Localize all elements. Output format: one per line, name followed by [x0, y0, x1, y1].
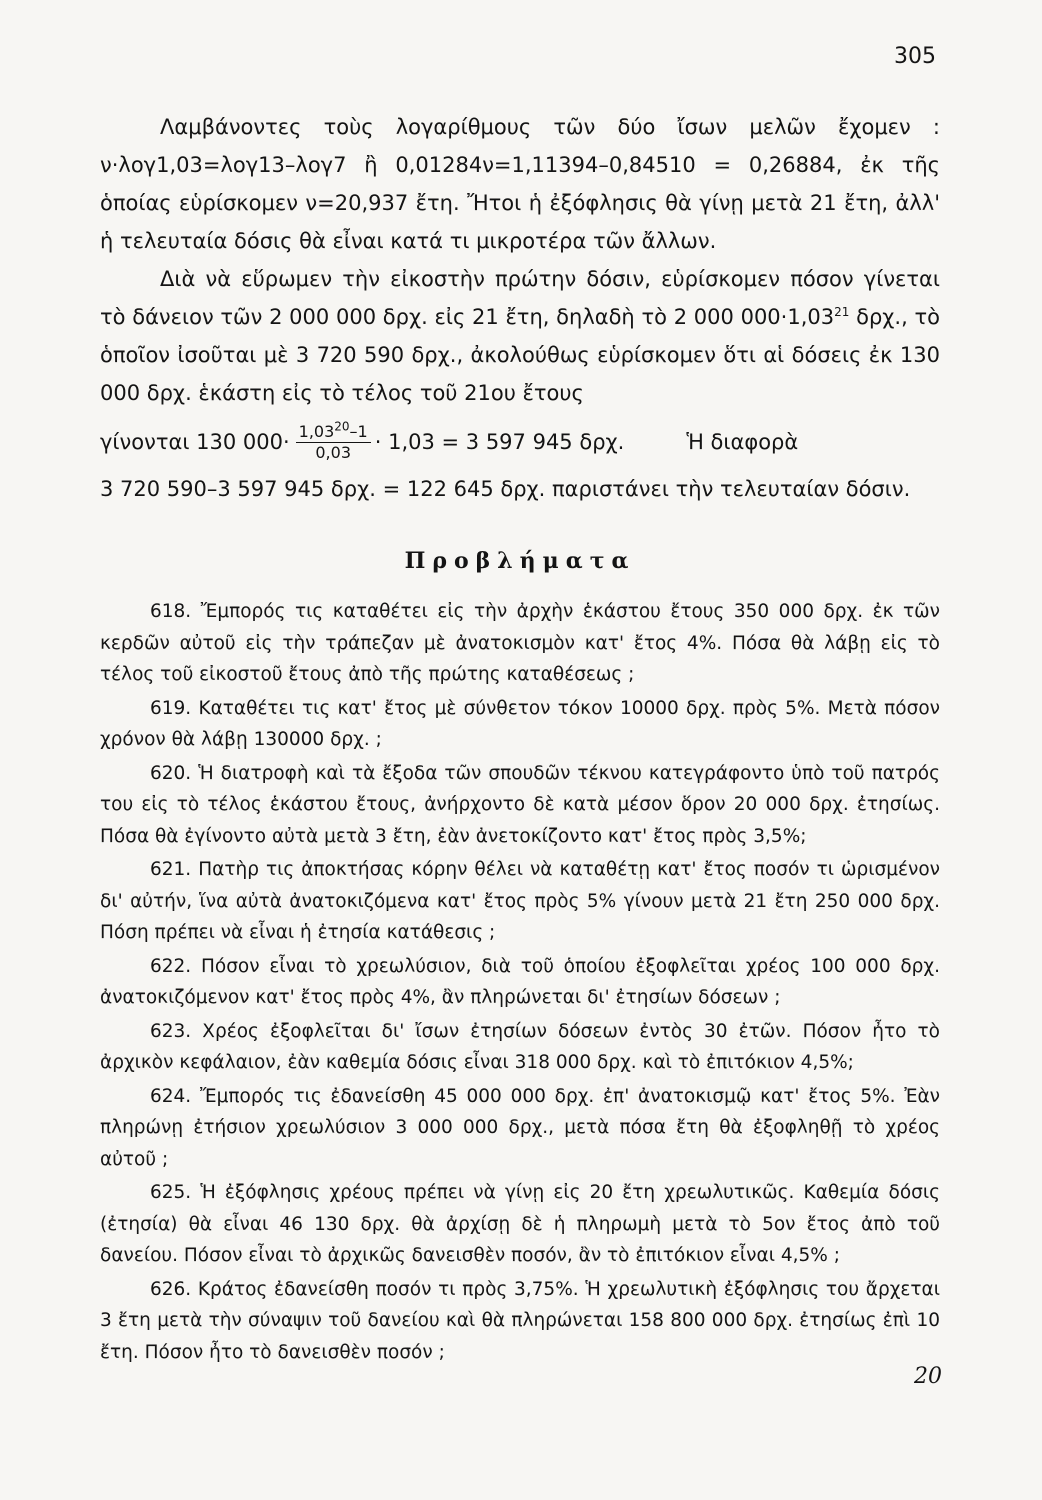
problem-625 — [100, 1177, 940, 1272]
intro-paragraph-1: Λαμβάνοντες τοὺς λογαρίθμους τῶν δύο ἴσων μελῶν ἔχομεν : ν·λογ1,03=λογ13–λογ7 ἢ 0,01284ν=1,11394–0,84510 = 0,26884, ἐκ τῆς ὁποίας εὑρίσκομεν ν=20,937 ἔτη. Ἤτοι ἡ ἐξόφλησις θὰ γίνῃ μετὰ 21 ἔτη, ἀλλ' ἡ τελευταία δόσις θὰ εἶναι κατά τι μικροτέρα τῶν ἄλλων. — [100, 115, 940, 253]
problem-621 — [100, 854, 940, 949]
problem-text: Ἔμπορός τις καταθέτει εἰς τὴν ἀρχὴν ἑκάστου ἔτους 350 000 δρχ. ἐκ τῶν κερδῶν αὐτοῦ εἰς τὴν τράπεζαν μὲ ἀνατοκισμὸν κατ' ἔτος 4%. Πόσα θὰ λάβῃ εἰς τὸ τέλος τοῦ εἰκοστοῦ ἔτους ἀπὸ τῆς πρώτης καταθέσεως ; — [100, 601, 940, 685]
exponent: 21 — [834, 305, 850, 319]
problem-619 — [100, 693, 940, 756]
problem-number: 624. — [150, 1085, 192, 1107]
page-number: 305 — [894, 44, 936, 69]
formula-lead: γίνονται 130 000· — [100, 430, 290, 454]
formula-tail: Ἡ διαφορὰ — [686, 430, 799, 454]
problem-text: Χρέος ἐξοφλεῖται δι' ἴσων ἐτησίων δόσεων ἐντὸς 30 ἐτῶν. Πόσον ἦτο τὸ ἀρχικὸν κεφάλαιον, ἐὰν καθεμία δόσις εἶναι 318 000 δρχ. καὶ τὸ ἐπιτόκιον 4,5%; — [100, 1020, 940, 1073]
intro-paragraph-2-part1: Διὰ νὰ εὕρωμεν τὴν εἰκοστὴν πρώτην δόσιν, εὑρίσκομεν πόσον γίνεται τὸ δάνειον τῶν 2 000 000 δρχ. εἰς 21 ἔτη, δηλαδὴ τὸ 2 000 000·1,03 — [100, 267, 940, 329]
problem-623 — [100, 1016, 940, 1079]
intro-paragraph-2 — [100, 260, 940, 412]
problem-number: 618. — [150, 601, 192, 622]
problem-626 — [100, 1274, 940, 1369]
numerator-base: 1,03 — [298, 421, 335, 441]
fraction — [296, 419, 371, 463]
formula-result: · 1,03 = 3 597 945 δρχ. — [374, 430, 625, 454]
problem-number: 626. — [150, 1278, 192, 1300]
problem-list — [100, 596, 940, 1368]
problem-number: 625. — [150, 1182, 192, 1203]
problem-text: Ἔμπορός τις ἐδανείσθη 45 000 000 δρχ. ἐπ' ἀνατοκισμῷ κατ' ἔτος 5%. Ἐὰν πληρώνῃ ἐτήσιον χρεωλύσιον 3 000 000 δρχ., μετὰ πόσα ἔτη θὰ ἐξοφληθῇ τὸ χρέος αὐτοῦ ; — [100, 1085, 941, 1170]
problem-622 — [100, 951, 940, 1014]
formula-line — [100, 414, 940, 470]
problem-text: Καταθέτει τις κατ' ἔτος μὲ σύνθετον τόκον 10000 δρχ. πρὸς 5%. Μετὰ πόσον χρόνον θὰ λάβῃ 130000 δρχ. ; — [100, 697, 940, 750]
difference-paragraph: 3 720 590–3 597 945 δρχ. = 122 645 δρχ. παριστάνει τὴν τελευταίαν δόσιν. — [100, 477, 911, 501]
problem-number: 623. — [150, 1020, 192, 1042]
problem-618 — [100, 596, 940, 691]
numerator-tail: –1 — [349, 421, 368, 441]
problem-text: Πόσον εἶναι τὸ χρεωλύσιον, διὰ τοῦ ὁποίου ἐξοφλεῖται χρέος 100 000 δρχ. ἀνατοκιζόμενον κατ' ἔτος πρὸς 4%, ἂν πληρώνεται δι' ἐτησίων δόσεων ; — [100, 955, 940, 1008]
problem-text: Ἡ ἐξόφλησις χρέους πρέπει νὰ γίνῃ εἰς 20 ἔτη χρεωλυτικῶς. Καθεμία δόσις (ἐτησία) θὰ εἶναι 46 130 δρχ. θὰ ἀρχίσῃ δὲ ἡ πληρωμὴ μετὰ τὸ 5ον ἔτος ἀπὸ τοῦ δανείου. Πόσον εἶναι τὸ ἀρχικῶς δανεισθὲν ποσόν, ἂν τὸ ἐπιτόκιον εἶναι 4,5% ; — [100, 1182, 940, 1266]
section-title: Προβλήματα — [404, 548, 636, 574]
fraction-denominator: 0,03 — [315, 442, 351, 462]
problem-number: 622. — [150, 955, 192, 977]
problem-number: 620. — [150, 762, 192, 784]
problem-624 — [100, 1081, 940, 1176]
problem-text: Κράτος ἐδανείσθη ποσόν τι πρὸς 3,75%. Ἡ χρεωλυτικὴ ἐξόφλησις του ἄρχεται 3 ἔτη μετὰ τὴν σύναψιν τοῦ δανείου καὶ θὰ πληρώνεται 158 800 000 δρχ. ἐτησίως ἐπὶ 10 ἔτη. Πόσον ἦτο τὸ δανεισθὲν ποσόν ; — [100, 1278, 940, 1363]
signature-mark: 20 — [914, 1364, 942, 1389]
problem-number: 619. — [150, 697, 192, 719]
problem-text: Πατὴρ τις ἀποκτήσας κόρην θέλει νὰ καταθέτῃ κατ' ἔτος ποσόν τι ὡρισμένον δι' αὐτήν, ἵνα αὐτὰ ἀνατοκιζόμενα κατ' ἔτος πρὸς 5% γίνουν μετὰ 21 ἔτη 250 000 δρχ. Πόση πρέπει νὰ εἶναι ἡ ἐτησία κατάθεσις ; — [100, 859, 940, 943]
numerator-exponent: 20 — [334, 419, 350, 434]
page-content — [100, 108, 940, 1370]
problem-number: 621. — [150, 859, 192, 880]
problem-text: Ἡ διατροφὴ καὶ τὰ ἔξοδα τῶν σπουδῶν τέκνου κατεγράφοντο ὑπὸ τοῦ πατρός του εἰς τὸ τέλος ἑκάστου ἔτους, ἀνήρχοντο δὲ κατὰ μέσον ὅρον 20 000 δρχ. ἐτησίως. Πόσα θὰ ἐγίνοντο αὐτὰ μετὰ 3 ἔτη, ἐὰν ἀνετοκίζοντο κατ' ἔτος πρὸς 3,5%; — [100, 762, 940, 847]
problem-620 — [100, 758, 940, 853]
intro-paragraph-2-part2: δρχ., τὸ ὁποῖον ἰσοῦται μὲ 3 720 590 δρχ., ἀκολούθως εὑρίσκομεν ὅτι αἱ δόσεις ἐκ 130 000 δρχ. ἑκάστη εἰς τὸ τέλος τοῦ 21ου ἔτους — [100, 305, 940, 405]
intro-text — [100, 108, 940, 412]
fraction-numerator — [296, 419, 371, 443]
